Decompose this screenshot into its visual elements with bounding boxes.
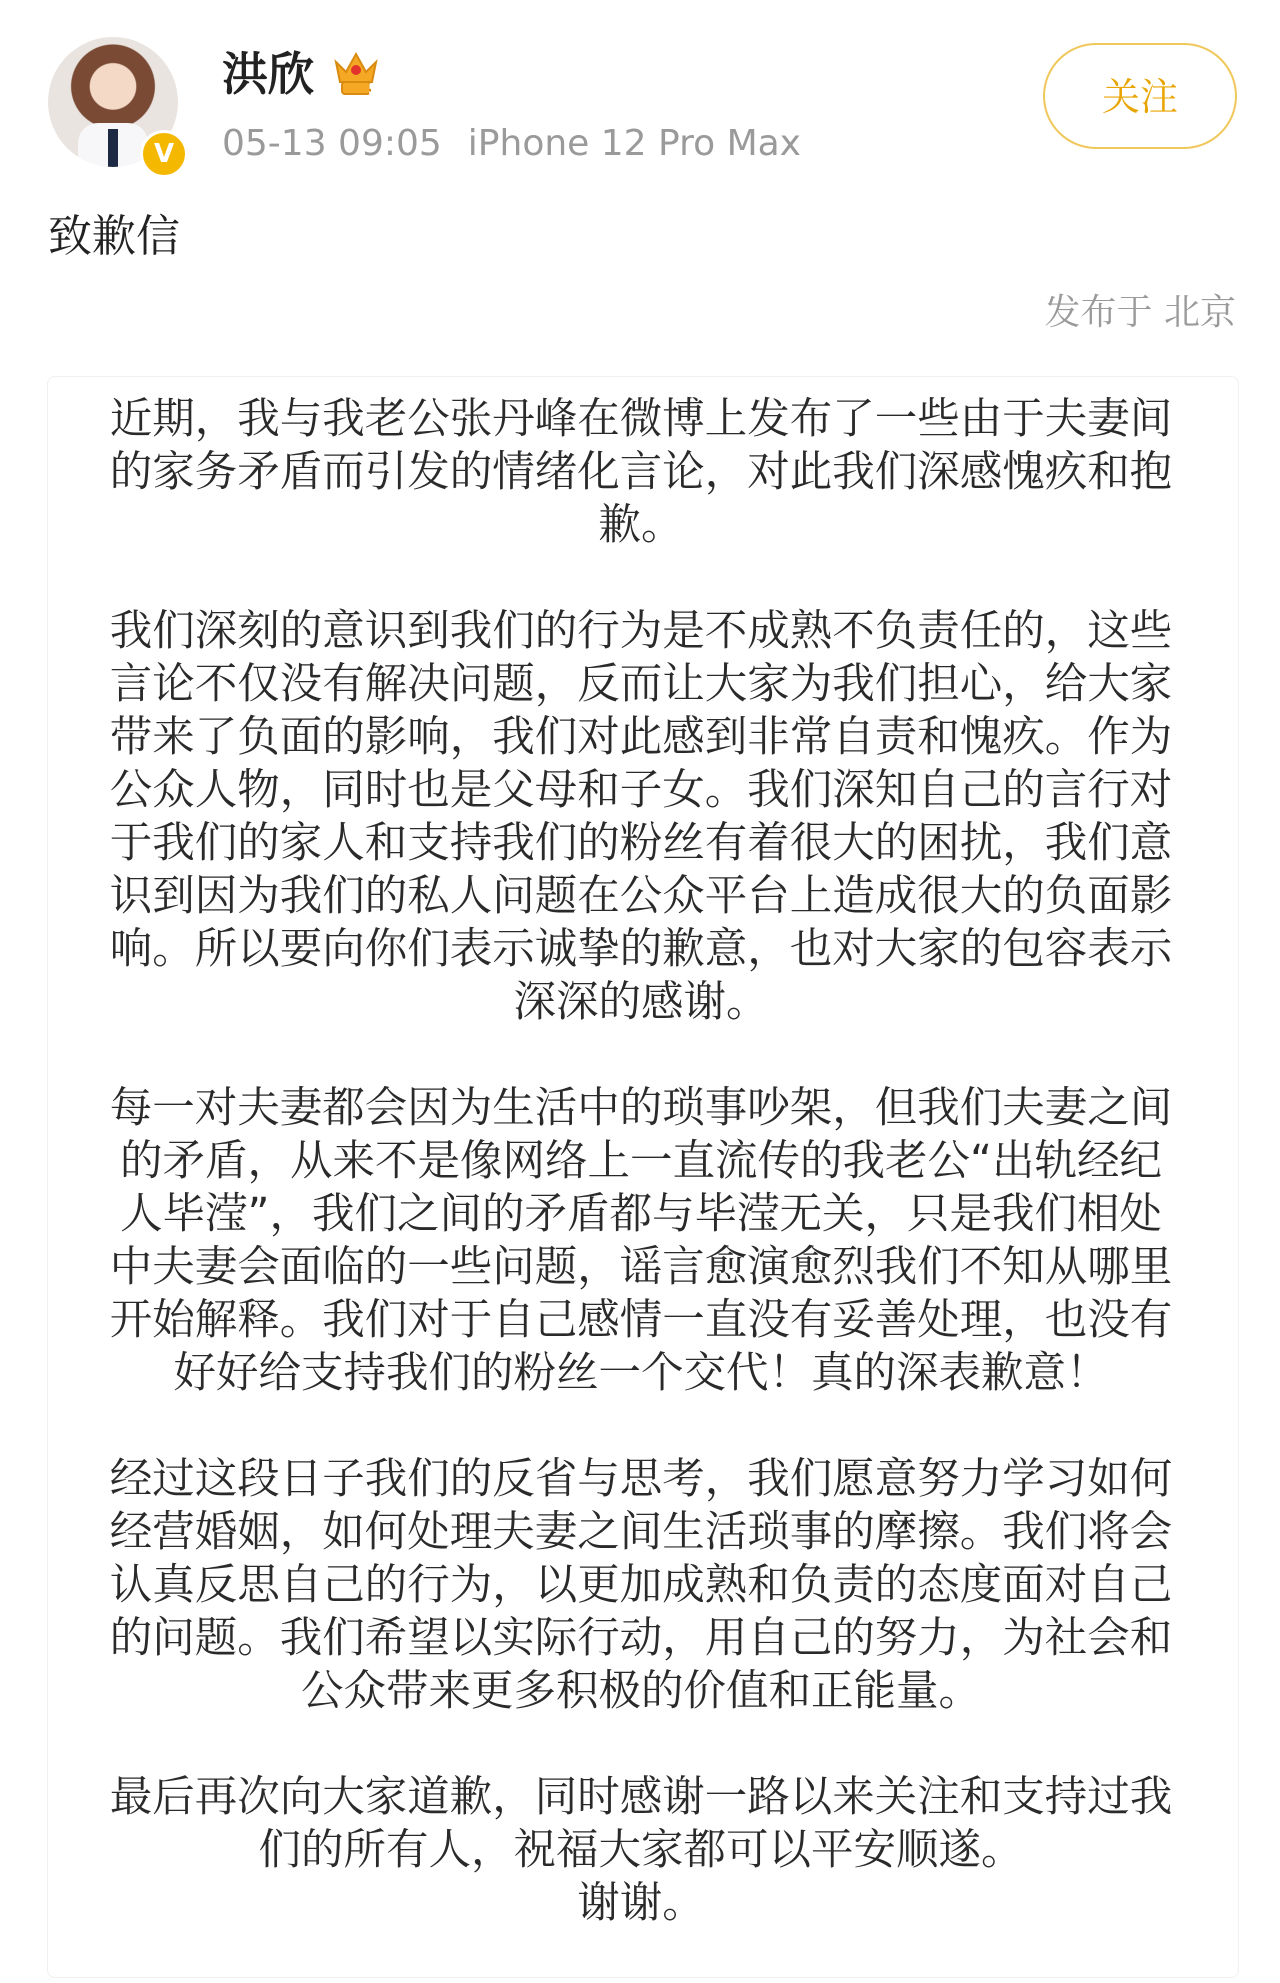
post-title: 致歉信 [48,211,180,262]
letter-paragraph [101,605,1181,1029]
letter-line: 带来了负面的影响，我们对此感到非常自责和愧疚。作为 [109,713,1173,762]
letter-line: 经营婚姻，如何处理夫妻之间生活琐事的摩擦。我们将会 [109,1508,1173,1557]
letter-line: 我们深刻的意识到我们的行为是不成熟不负责任的，这些 [109,607,1173,656]
verified-v-icon: V [140,130,188,178]
author-name[interactable]: 洪欣 [222,47,314,101]
follow-button[interactable]: 关注 [1043,43,1237,149]
letter-line: 言论不仅没有解决问题，反而让大家为我们担心，给大家 [109,660,1173,709]
post-header [0,0,1280,200]
letter-line: 人毕滢”，我们之间的矛盾都与毕滢无关，只是我们相处 [119,1190,1163,1239]
letter-line: 好好给支持我们的粉丝一个交代！真的深表歉意！ [173,1349,1109,1398]
letter-line: 谢谢。 [577,1879,705,1928]
letter-line: 公众人物，同时也是父母和子女。我们深知自己的言行对 [109,766,1173,815]
letter-paragraph [101,1771,1181,1930]
letter-line: 经过这段日子我们的反省与思考，我们愿意努力学习如何 [109,1455,1173,1504]
letter-line: 于我们的家人和支持我们的粉丝有着很大的困扰，我们意 [109,819,1173,868]
letter-line: 近期，我与我老公张丹峰在微博上发布了一些由于夫妻间 [109,395,1173,444]
letter-line: 公众带来更多积极的价值和正能量。 [300,1667,981,1716]
letter-paragraph [101,393,1181,552]
letter-line: 响。所以要向你们表示诚挚的歉意，也对大家的包容表示 [109,925,1173,974]
letter-line: 们的所有人，祝福大家都可以平安顺遂。 [258,1826,1024,1875]
post-timestamp: 05-13 09:05 [222,123,442,164]
letter-line: 中夫妻会面临的一些问题，谣言愈演愈烈我们不知从哪里 [109,1243,1173,1292]
letter-paragraph [101,1453,1181,1718]
post-location: 发布于 北京 [1044,292,1236,333]
letter-line: 最后再次向大家道歉，同时感谢一路以来关注和支持过我 [109,1773,1173,1822]
letter-line: 每一对夫妻都会因为生活中的琐事吵架，但我们夫妻之间 [109,1084,1173,1133]
letter-line: 深深的感谢。 [513,978,769,1027]
post-device: iPhone 12 Pro Max [467,123,801,164]
crown-level-label: 5 [368,82,378,96]
letter-line: 的矛盾，从来不是像网络上一直流传的我老公“出轨经纪 [119,1137,1163,1186]
avatar-tie [108,129,118,167]
crown-icon [330,48,382,96]
letter-paragraph [101,1082,1181,1400]
letter-line: 歉。 [598,501,684,550]
post-meta [222,120,801,168]
letter-line: 开始解释。我们对于自己感情一直没有妥善处理，也没有 [109,1296,1173,1345]
letter-line: 识到因为我们的私人问题在公众平台上造成很大的负面影 [109,872,1173,921]
letter-line: 的问题。我们希望以实际行动，用自己的努力，为社会和 [109,1614,1173,1663]
letter-body [101,393,1181,1983]
letter-line: 认真反思自己的行为，以更加成熟和负责的态度面对自己 [109,1561,1173,1610]
letter-line: 的家务矛盾而引发的情绪化言论，对此我们深感愧疚和抱 [109,448,1173,497]
